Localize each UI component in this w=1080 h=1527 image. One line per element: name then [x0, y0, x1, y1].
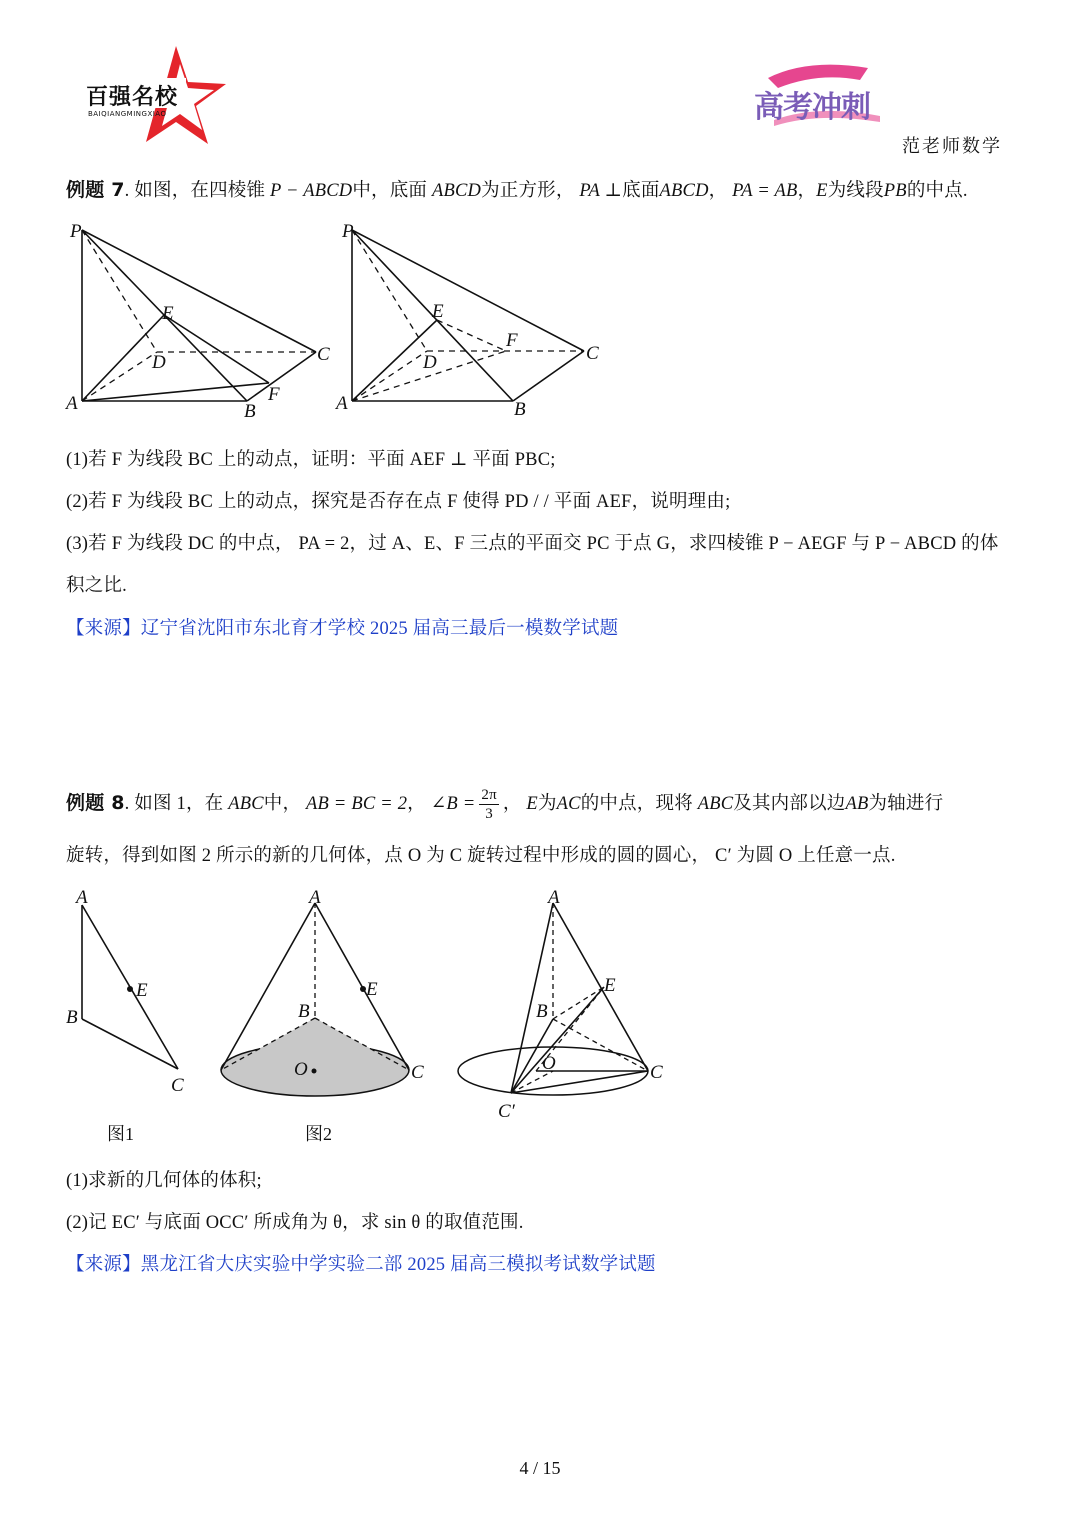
ex7-f1-label-e: E — [162, 303, 174, 324]
ex8-f2-label-b: B — [298, 1001, 310, 1022]
ex8-figure-2 — [210, 885, 440, 1100]
ex8-statement-line2: 旋转，得到如图 2 所示的新的几何体，点 O 为 C 旋转过程中形成的圆的圆心， C′ 为圆 O 上任意一点. — [66, 846, 896, 866]
logo-left-text: 百强名校 — [86, 85, 179, 110]
ex7-f1-label-p: P — [70, 221, 82, 242]
page-number: 4 / 15 — [519, 1458, 561, 1478]
ex8-q1: (1)求新的几何体的体积; — [66, 1171, 262, 1191]
ex7-q1: (1)若 F 为线段 BC 上的动点，证明：平面 AEF ⊥ 平面 PBC; — [66, 450, 556, 470]
ex7-q2: (2)若 F 为线段 BC 上的动点，探究是否存在点 F 使得 PD / / 平面 AEF，说明理由; — [66, 492, 731, 512]
ex7-label: 例题 7 — [66, 179, 125, 201]
ex7-f1-label-d: D — [152, 352, 166, 373]
ex7-f1-label-b: B — [244, 401, 256, 422]
logo-left — [76, 46, 226, 146]
ex7-f1-label-c: C — [317, 344, 330, 365]
logo-right — [748, 60, 898, 130]
ex7-source: 【来源】辽宁省沈阳市东北育才学校 2025 届高三最后一模数学试题 — [66, 619, 619, 639]
ex8-f2-label-c: C — [411, 1062, 424, 1083]
ex7-f1-label-a: A — [66, 393, 78, 414]
ex7-statement: 例题 7. 如图，在四棱锥 P − ABCD中，底面 ABCD为正方形， PA ⊥底面ABCD， PA = AB，E为线段PB的中点. — [66, 179, 968, 201]
ex8-fig1-caption: 图1 — [107, 1124, 134, 1144]
ex7-f2-label-a: A — [336, 393, 348, 414]
ex8-f1-label-e: E — [136, 980, 148, 1001]
ex8-f1-label-c: C — [171, 1075, 184, 1096]
logo-right-text: 高考冲刺 — [754, 90, 870, 125]
ex7-f2-label-c: C — [586, 343, 599, 364]
ex8-f2-label-o: O — [294, 1059, 308, 1080]
ex8-f3-label-b: B — [536, 1001, 548, 1022]
ex7-f1-label-f: F — [268, 384, 280, 405]
ex8-statement: 例题 8. 如图 1，在 ABC中， AB = BC = 2， ∠B = $\frac{2\pi}{3}$ ， E为AC的中点，现将 ABC及其内部以边AB为轴进行 — [66, 787, 944, 823]
ex8-fraction: $\frac{2\pi}{3}$ — [481, 787, 497, 823]
ex8-f2-label-e: E — [366, 979, 378, 1000]
ex8-label: 例题 8 — [66, 792, 125, 814]
ex8-q2: (2)记 EC′ 与底面 OCC′ 所成角为 θ，求 sin θ 的取值范围. — [66, 1213, 524, 1233]
ex8-f3-label-e: E — [604, 975, 616, 996]
ex7-figure-1 — [60, 215, 350, 425]
ex8-figure-1 — [60, 885, 200, 1100]
ex7-figure-2 — [330, 215, 620, 425]
logo-left-sub: BAIQIANGMINGXIAO — [88, 110, 167, 118]
ex8-figure-3 — [450, 885, 680, 1125]
ex8-f3-label-o: O — [542, 1053, 556, 1074]
ex8-f2-label-a: A — [309, 887, 321, 908]
ex7-f2-label-d: D — [423, 352, 437, 373]
ex8-source: 【来源】黑龙江省大庆实验中学实验二部 2025 届高三模拟考试数学试题 — [66, 1255, 656, 1275]
ex7-f2-label-f: F — [506, 330, 518, 351]
ex7-f2-label-e: E — [432, 301, 444, 322]
ex7-q3-line1: (3)若 F 为线段 DC 的中点， PA = 2，过 A、E、F 三点的平面交 PC 于点 G，求四棱锥 P − AEGF 与 P − ABCD 的体 — [66, 534, 999, 554]
ex8-fig2-caption: 图2 — [305, 1124, 332, 1144]
ex8-f3-label-c: C — [650, 1062, 663, 1083]
teacher-name: 范老师数学 — [902, 136, 1002, 156]
ex7-f2-label-p: P — [342, 221, 354, 242]
ex8-f3-label-a: A — [548, 887, 560, 908]
ex8-f1-label-b: B — [66, 1007, 78, 1028]
ex7-f2-label-b: B — [514, 399, 526, 420]
ex7-q3-line2: 积之比. — [66, 576, 127, 596]
ex8-f1-label-a: A — [76, 887, 88, 908]
ex8-f3-label-c1: C′ — [498, 1101, 515, 1122]
